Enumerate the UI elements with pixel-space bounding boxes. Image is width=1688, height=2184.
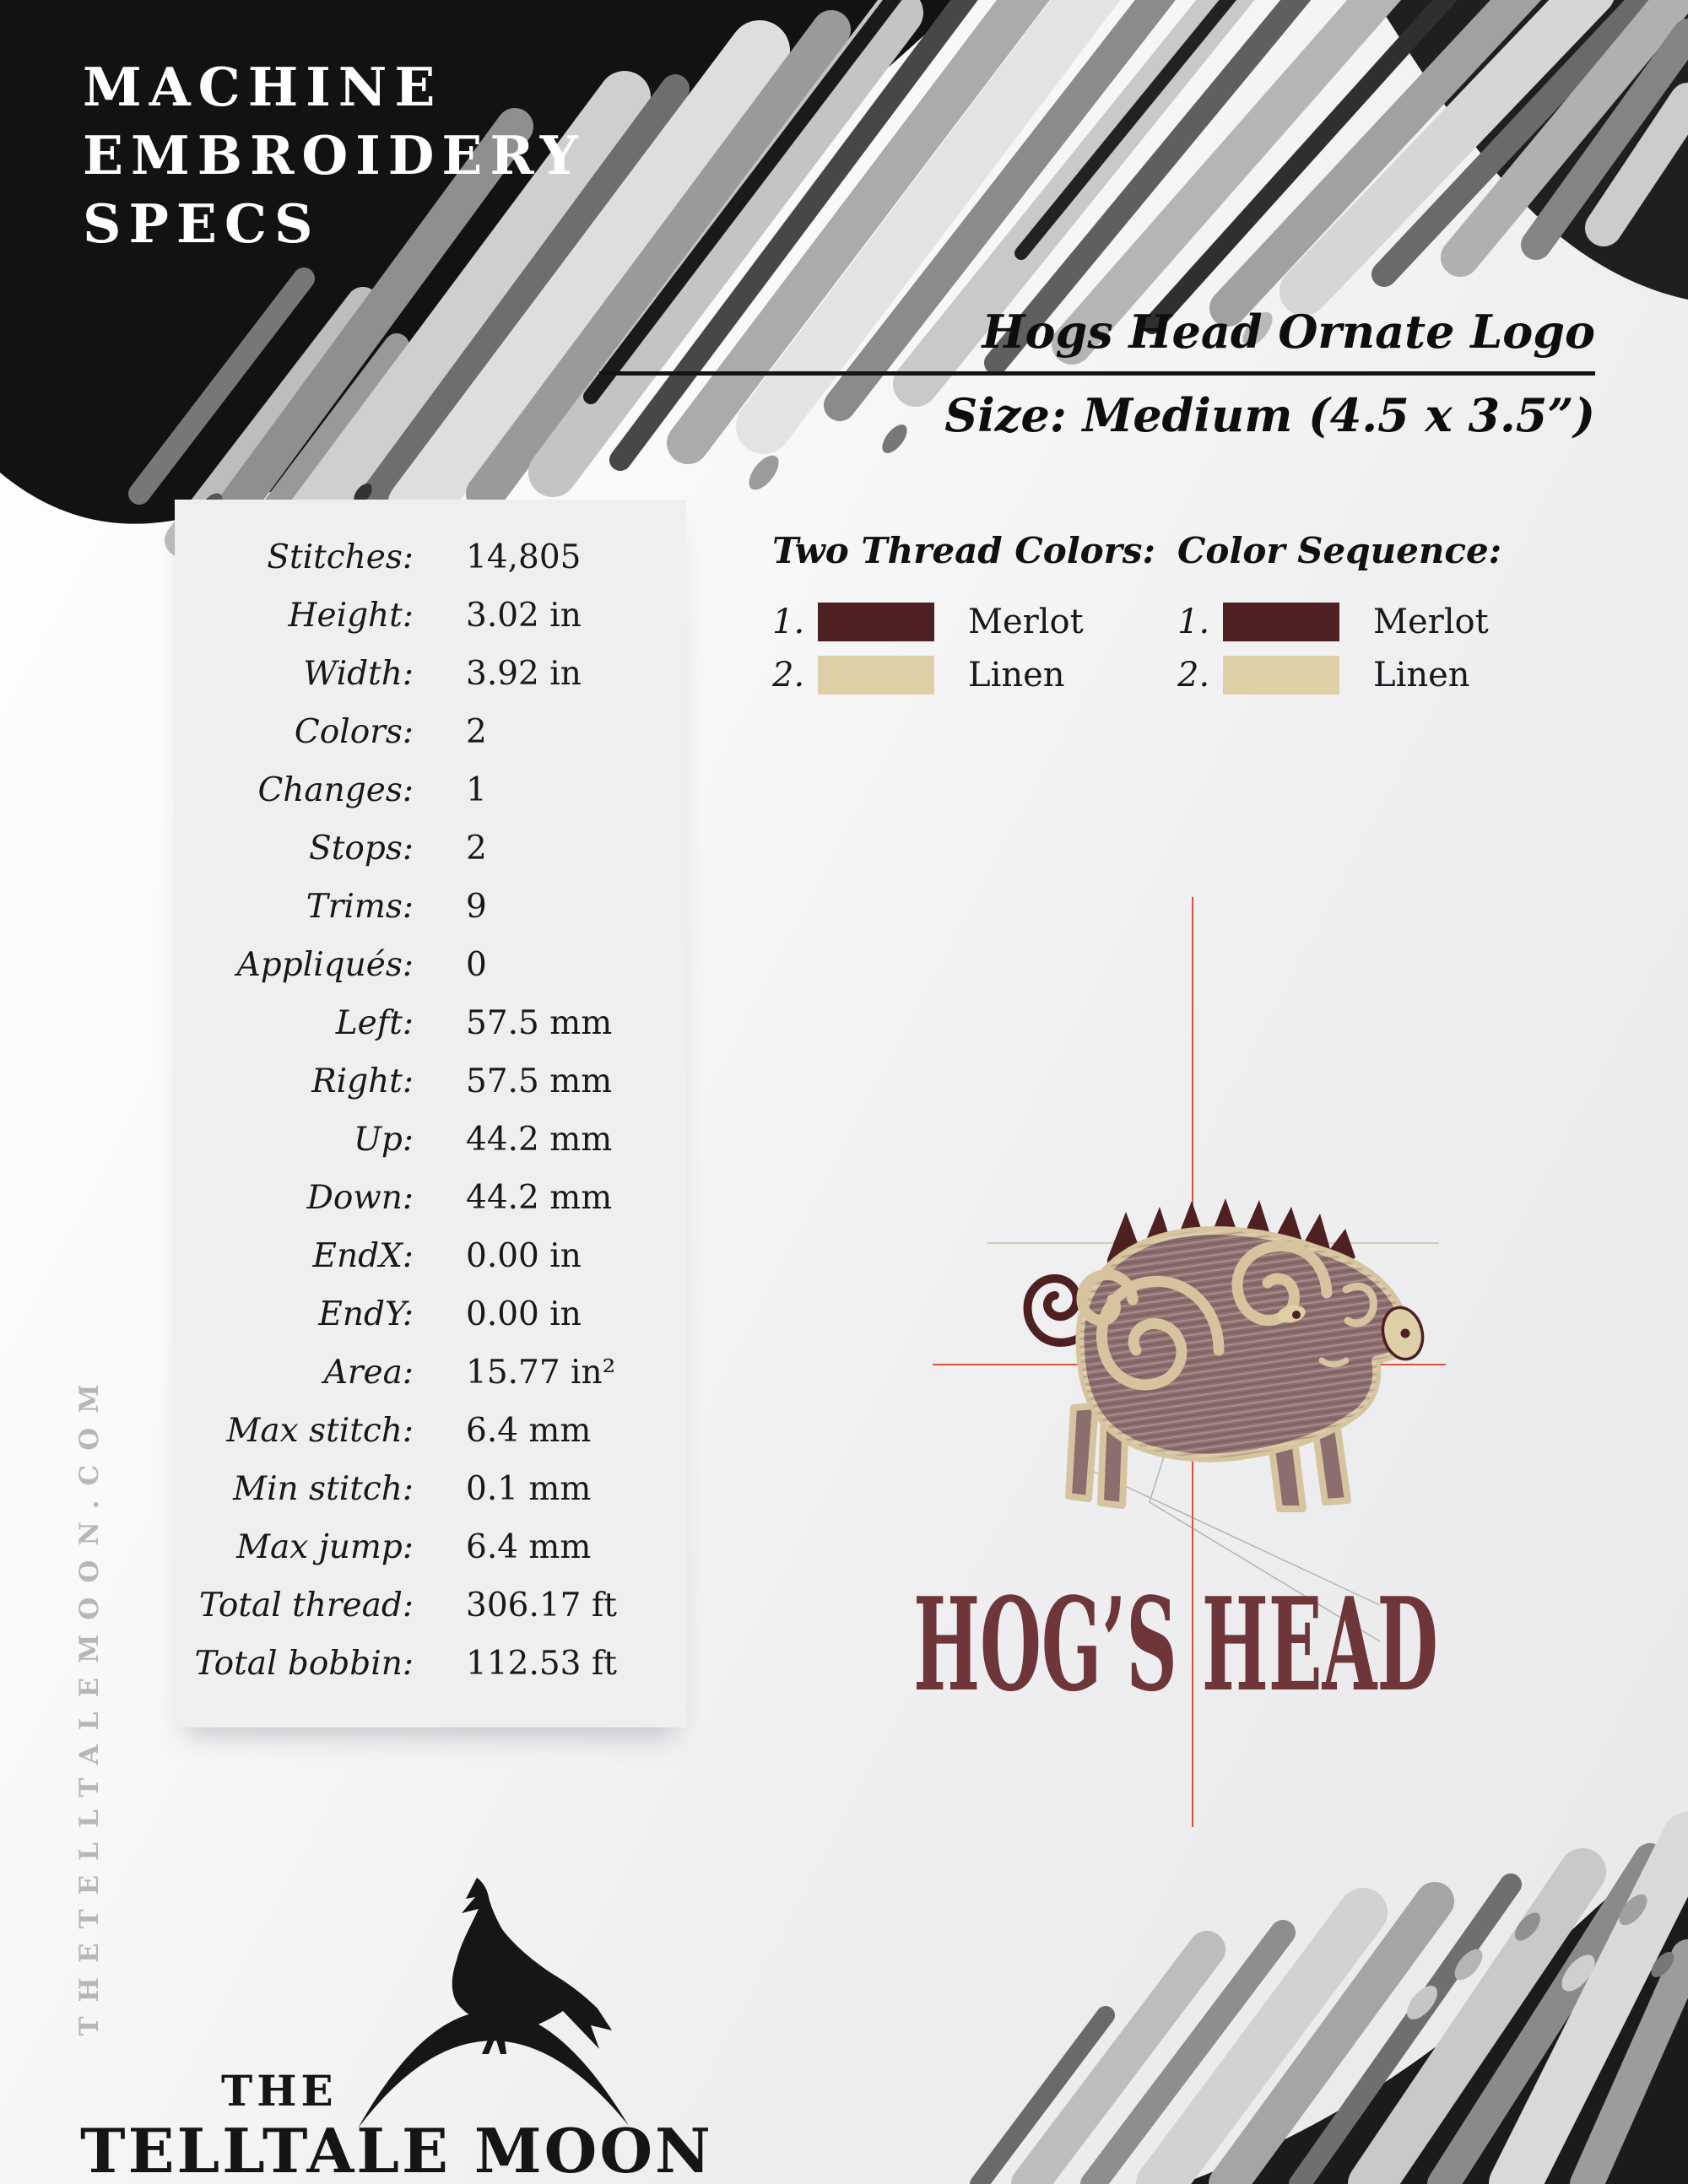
spec-label: Changes: [257, 771, 414, 809]
brush-stroke-footer-art [928, 1711, 1688, 2184]
thread-row [1177, 648, 1566, 701]
spec-value: 0.1 mm [466, 1470, 592, 1508]
spec-value: 15.77 in² [466, 1354, 616, 1392]
thread-color-name: Linen [968, 655, 1065, 695]
spec-row [175, 936, 686, 994]
spec-label: Up: [354, 1121, 414, 1159]
spec-value: 0.00 in [466, 1237, 582, 1275]
thread-colors-section [772, 530, 1160, 701]
spec-label: Total thread: [198, 1587, 414, 1624]
thread-color-name: Merlot [968, 602, 1084, 641]
size-label: Size: Medium (4.5 x 3.5”) [944, 388, 1595, 442]
thread-row [772, 648, 1160, 701]
spec-label: Appliqués: [236, 946, 414, 984]
spec-value: 9 [466, 888, 487, 926]
thread-number: 1. [1177, 602, 1210, 641]
design-header [599, 305, 1595, 441]
spec-value: 2 [466, 713, 487, 751]
thread-color-name: Merlot [1373, 602, 1489, 641]
color-sequence-heading: Color Sequence: [1177, 530, 1502, 571]
spec-value: 14,805 [466, 538, 582, 576]
spec-row [175, 587, 686, 645]
color-sequence-list [1177, 595, 1566, 701]
color-sequence-section [1177, 530, 1566, 701]
spec-label: Total bobbin: [194, 1645, 414, 1683]
hog-caption: HOG’S HEAD [913, 1569, 1438, 1720]
spec-value: 6.4 mm [466, 1412, 592, 1450]
spec-label: Max stitch: [226, 1412, 414, 1450]
thread-color-name: Linen [1373, 655, 1470, 695]
brand-name: TELLTALE MOON [80, 2115, 713, 2184]
spec-row [175, 1111, 686, 1169]
page-title-line2: EMBROIDERY [83, 124, 586, 187]
spec-value: 3.92 in [466, 655, 582, 693]
spec-label: Stitches: [267, 538, 414, 576]
spec-label: Trims: [306, 888, 414, 926]
spec-label: Height: [288, 597, 414, 635]
spec-row [175, 528, 686, 587]
spec-value: 6.4 mm [466, 1528, 592, 1566]
thread-color-swatch [818, 656, 934, 695]
design-name: Hogs Head Ornate Logo [982, 305, 1595, 359]
spec-row [175, 1576, 686, 1635]
spec-row [175, 1285, 686, 1343]
spec-label: Min stitch: [233, 1470, 414, 1508]
hog-nostril [1401, 1329, 1410, 1338]
spec-value: 57.5 mm [466, 1004, 613, 1042]
spec-label: EndX: [312, 1237, 414, 1275]
spec-label: Width: [303, 655, 414, 693]
spec-row [175, 1460, 686, 1518]
thread-color-swatch [1223, 656, 1339, 695]
spec-panel [175, 500, 686, 1727]
spec-value: 306.17 ft [466, 1587, 617, 1624]
website-vertical-text: THETELLTALEMOON.COM [74, 1370, 105, 2036]
spec-value: 112.53 ft [466, 1645, 617, 1683]
spec-row [175, 1343, 686, 1402]
spec-value: 1 [466, 771, 487, 809]
spec-row [175, 1402, 686, 1460]
header-rule [599, 371, 1595, 376]
thread-colors-list [772, 595, 1160, 701]
spec-row [175, 1635, 686, 1693]
page-title-line3: SPECS [83, 192, 321, 255]
spec-label: Max jump: [236, 1528, 414, 1566]
spec-value: 44.2 mm [466, 1179, 613, 1217]
spec-row [175, 1169, 686, 1227]
spec-label: Right: [311, 1062, 414, 1100]
spec-row [175, 1227, 686, 1285]
spec-value: 0 [466, 946, 487, 984]
thread-number: 2. [772, 655, 805, 695]
brand-the: THE [221, 2066, 338, 2116]
spec-value: 57.5 mm [466, 1062, 613, 1100]
spec-label: Left: [335, 1004, 414, 1042]
thread-color-swatch [1223, 603, 1339, 641]
spec-label: Stops: [309, 830, 414, 868]
spec-label: Colors: [294, 713, 414, 751]
spec-value: 2 [466, 830, 487, 868]
spec-value: 0.00 in [466, 1295, 582, 1333]
spec-row [175, 703, 686, 761]
spec-row [175, 1518, 686, 1576]
thread-color-swatch [818, 603, 934, 641]
spec-row [175, 819, 686, 878]
spec-value: 44.2 mm [466, 1121, 613, 1159]
spec-table [175, 500, 686, 1693]
thread-number: 2. [1177, 655, 1210, 695]
thread-row [772, 595, 1160, 648]
spec-row [175, 994, 686, 1052]
spec-label: EndY: [318, 1295, 414, 1333]
page-title: MACHINE [83, 56, 443, 118]
thread-row [1177, 595, 1566, 648]
thread-number: 1. [772, 602, 805, 641]
spec-label: Down: [306, 1179, 414, 1217]
spec-row [175, 761, 686, 819]
spec-row [175, 878, 686, 936]
spec-row [175, 645, 686, 703]
spec-value: 3.02 in [466, 597, 582, 635]
telltale-moon-logo [333, 1848, 654, 2139]
hog-graphic [1028, 1198, 1428, 1509]
spec-label: Area: [323, 1354, 414, 1392]
thread-colors-heading: Two Thread Colors: [772, 530, 1155, 571]
spec-row [175, 1052, 686, 1111]
